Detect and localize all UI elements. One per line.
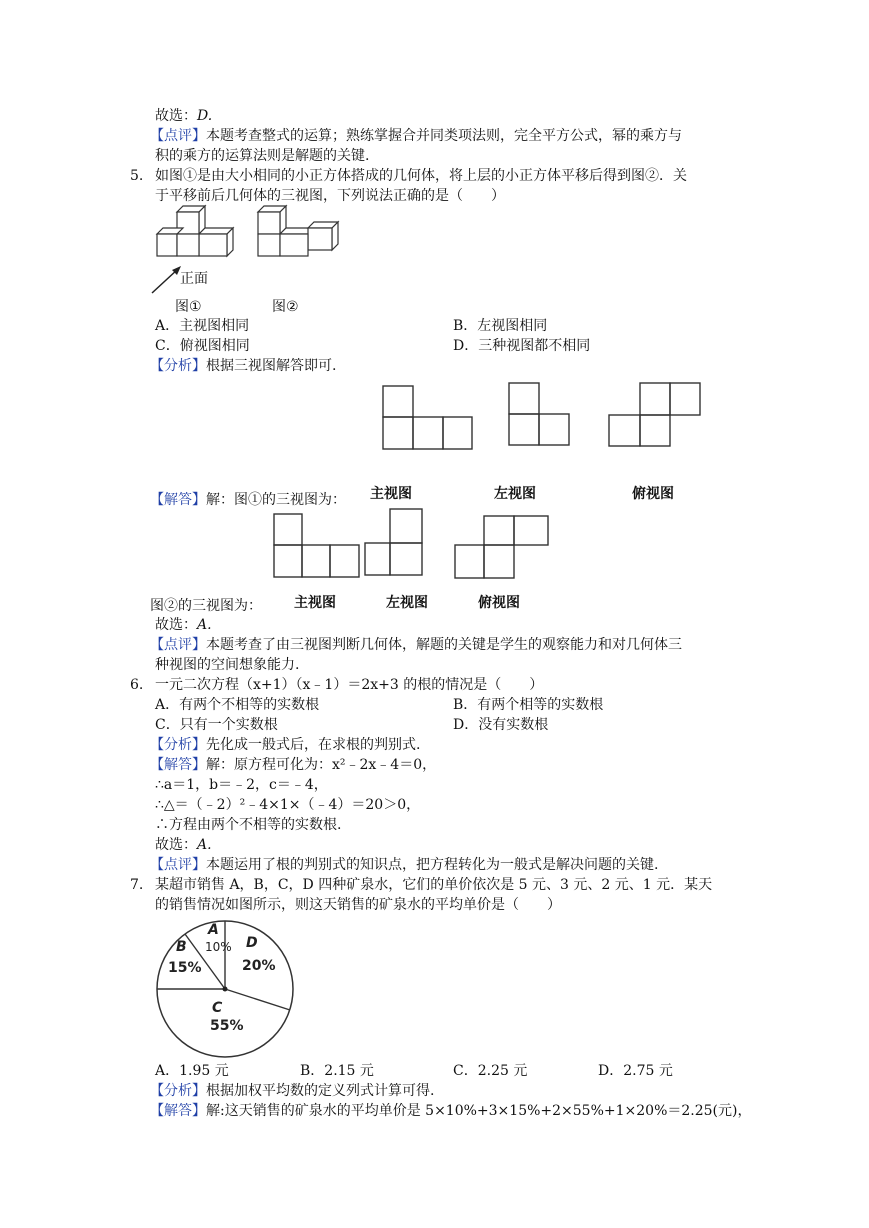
q7-number: 7. bbox=[130, 877, 144, 893]
front-arrow bbox=[150, 265, 184, 295]
fig2-front-view-label: 主视图 bbox=[294, 595, 336, 611]
pie-label-d: D bbox=[246, 935, 258, 951]
figure2-cubes bbox=[256, 206, 346, 258]
fig2-front-view bbox=[273, 513, 361, 579]
q6-number: 6. bbox=[130, 677, 144, 693]
analysis-tag: 【分析】 bbox=[150, 358, 206, 374]
q5-number: 5. bbox=[130, 168, 144, 184]
pie-percent-b: 15% bbox=[168, 960, 202, 976]
fig1-top-view-label: 俯视图 bbox=[632, 486, 674, 502]
q7-solution: 【解答】解:这天销售的矿泉水的平均单价是 5×10%+3×15%+2×55%+1×20%＝2.25(元)， bbox=[150, 1103, 752, 1119]
q5-fig2-views-text: 图②的三视图为： bbox=[150, 598, 262, 614]
q4-comment-line2: 积的乘方的运算法则是解题的关键. bbox=[155, 148, 370, 164]
comment-tag: 【点评】 bbox=[150, 637, 206, 653]
q5-option-b: B．左视图相同 bbox=[453, 318, 548, 334]
q4-comment-line1: 【点评】本题考查整式的运算；熟练掌握合并同类项法则，完全平方公式，幂的乘方与 bbox=[150, 128, 682, 144]
q6-solution-line4: ∴方程由两个不相等的实数根. bbox=[155, 817, 342, 833]
q6-solution-line2: ∴a＝1，b＝﹣2，c＝﹣4， bbox=[155, 777, 328, 793]
comment-tag: 【点评】 bbox=[150, 128, 206, 144]
q5-option-d: D．三种视图都不相同 bbox=[453, 338, 591, 354]
pie-label-c: C bbox=[212, 1000, 223, 1016]
q7-stem-line2: 的销售情况如图所示，则这天销售的矿泉水的平均单价是（ ） bbox=[155, 897, 561, 913]
q5-answer-line: 故选：A. bbox=[155, 617, 212, 633]
q4-answer-line: 故选：D. bbox=[155, 108, 213, 124]
analysis-tag: 【分析】 bbox=[150, 1083, 206, 1099]
front-label: 正面 bbox=[180, 271, 208, 287]
solution-tag: 【解答】 bbox=[150, 757, 206, 773]
q5-stem-line2: 于平移前后几何体的三视图，下列说法正确的是（ ） bbox=[155, 188, 505, 204]
fig2-top-view-label: 俯视图 bbox=[478, 595, 520, 611]
analysis-tag: 【分析】 bbox=[150, 737, 206, 753]
q6-option-d: D．没有实数根 bbox=[453, 717, 549, 733]
q7-option-a: A．1.95 元 bbox=[155, 1063, 229, 1079]
q6-solution-line3: ∴△＝（﹣2）²﹣4×1×（﹣4）＝20＞0， bbox=[155, 797, 421, 813]
pie-percent-d: 20% bbox=[242, 958, 276, 974]
comment-tag: 【点评】 bbox=[150, 857, 206, 873]
fig1-front-view bbox=[382, 385, 474, 451]
q7-stem-line1: 某超市销售 A，B，C，D 四种矿泉水，它们的单价依次是 5 元、3 元、2 元、1 元．某天 bbox=[155, 877, 713, 893]
figure2-label: 图② bbox=[272, 299, 299, 315]
figure1-cubes bbox=[155, 206, 245, 264]
q6-option-b: B．有两个相等的实数根 bbox=[453, 697, 604, 713]
q5-solution: 【解答】解：图①的三视图为： bbox=[150, 492, 346, 508]
pie-percent-a: 10% bbox=[205, 940, 232, 954]
q6-analysis: 【分析】先化成一般式后，在求根的判别式. bbox=[150, 737, 421, 753]
q6-option-a: A．有两个不相等的实数根 bbox=[155, 697, 320, 713]
q5-analysis: 【分析】根据三视图解答即可. bbox=[150, 358, 337, 374]
fig1-left-view-label: 左视图 bbox=[494, 486, 536, 502]
q6-answer-line: 故选：A. bbox=[155, 837, 212, 853]
q5-option-a: A．主视图相同 bbox=[155, 318, 250, 334]
q7-pie-chart bbox=[154, 918, 296, 1060]
q7-option-b: B．2.15 元 bbox=[300, 1063, 374, 1079]
q6-comment: 【点评】本题运用了根的判别式的知识点，把方程转化为一般式是解决问题的关键. bbox=[150, 857, 659, 873]
q7-analysis: 【分析】根据加权平均数的定义列式计算可得. bbox=[150, 1083, 435, 1099]
q5-option-c: C．俯视图相同 bbox=[155, 338, 250, 354]
pie-percent-c: 55% bbox=[210, 1018, 244, 1034]
q6-option-c: C．只有一个实数根 bbox=[155, 717, 278, 733]
q7-option-d: D．2.75 元 bbox=[598, 1063, 673, 1079]
fig1-top-view bbox=[608, 382, 702, 448]
pie-label-b: B bbox=[176, 939, 187, 955]
fig2-left-view-label: 左视图 bbox=[386, 595, 428, 611]
q5-comment-line2: 种视图的空间想象能力. bbox=[155, 657, 300, 673]
fig1-front-view-label: 主视图 bbox=[370, 486, 412, 502]
q6-stem: 一元二次方程（x+1）（x﹣1）＝2x+3 的根的情况是（ ） bbox=[155, 677, 544, 693]
q5-stem-line1: 如图①是由大小相同的小正方体搭成的几何体，将上层的小正方体平移后得到图②．关 bbox=[155, 168, 687, 184]
solution-tag: 【解答】 bbox=[150, 1103, 206, 1119]
q7-option-c: C．2.25 元 bbox=[453, 1063, 528, 1079]
q5-comment-line1: 【点评】本题考查了由三视图判断几何体，解题的关键是学生的观察能力和对几何体三 bbox=[150, 637, 682, 653]
figure1-label: 图① bbox=[175, 299, 202, 315]
solution-tag: 【解答】 bbox=[150, 492, 206, 508]
fig2-top-view bbox=[454, 515, 552, 581]
fig2-left-view bbox=[364, 508, 426, 578]
fig1-left-view bbox=[508, 382, 572, 446]
pie-label-a: A bbox=[208, 922, 219, 938]
q6-solution-line1: 【解答】解：原方程可化为：x²﹣2x﹣4＝0， bbox=[150, 757, 437, 773]
